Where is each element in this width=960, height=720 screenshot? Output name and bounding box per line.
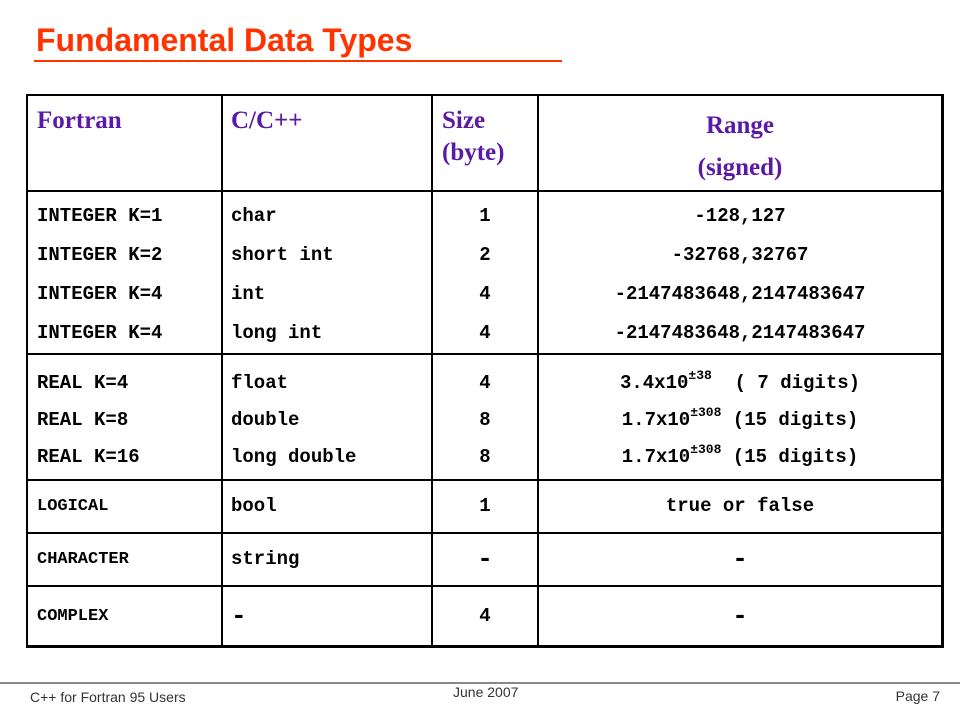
size-value: 1: [432, 480, 538, 533]
fortran-type: REAL K=8: [37, 409, 129, 431]
fortran-type: CHARACTER: [28, 533, 222, 586]
header-row: [28, 96, 941, 191]
header-range: [538, 96, 941, 191]
fortran-type: REAL K=16: [37, 446, 140, 468]
size-value: 8: [479, 409, 491, 431]
header-size-line2: (byte): [442, 139, 505, 166]
integer-size-cell: [432, 191, 538, 354]
c-type: long int: [231, 322, 323, 344]
c-type: -: [222, 586, 432, 645]
range-precision: ( 7 digits): [711, 372, 861, 394]
real-group-row: [28, 354, 941, 480]
size-value: 2: [479, 244, 491, 266]
range-value: [539, 439, 941, 476]
range-value: -: [538, 586, 941, 645]
range-precision: (15 digits): [721, 446, 859, 468]
real-fortran-cell: [28, 354, 222, 480]
real-size-cell: [432, 354, 538, 480]
real-range-cell: [538, 354, 941, 480]
integer-group-row: [28, 191, 941, 354]
range-value: -32768,32767: [671, 244, 809, 266]
range-value: [539, 365, 941, 402]
size-value: 4: [479, 283, 491, 305]
fortran-type: INTEGER K=2: [37, 244, 163, 266]
integer-range-cell: [538, 191, 941, 354]
integer-fortran-cell: [28, 191, 222, 354]
fortran-type: LOGICAL: [28, 480, 222, 533]
header-c: C/C++: [222, 96, 432, 191]
range-value: [539, 402, 941, 439]
c-type: bool: [222, 480, 432, 533]
size-value: 1: [479, 205, 491, 227]
range-exponent: ±308: [690, 405, 722, 420]
title-underline: [34, 60, 562, 62]
data-types-table: [26, 94, 944, 648]
fortran-type: COMPLEX: [28, 586, 222, 645]
fortran-type: REAL K=4: [37, 372, 129, 394]
footer-page-number: Page 7: [895, 688, 940, 704]
header-size: [432, 96, 538, 191]
c-type: string: [222, 533, 432, 586]
c-type: char: [231, 205, 277, 227]
size-value: 4: [432, 586, 538, 645]
c-type: int: [231, 283, 266, 305]
range-value: -2147483648,2147483647: [614, 322, 866, 344]
character-row: [28, 533, 941, 586]
c-type: float: [231, 372, 289, 394]
real-c-cell: [222, 354, 432, 480]
size-value: 4: [479, 372, 491, 394]
size-value: 4: [479, 322, 491, 344]
size-value: -: [432, 533, 538, 586]
range-base: 1.7x10: [621, 446, 691, 468]
fortran-type: INTEGER K=4: [37, 322, 163, 344]
header-size-line1: Size: [442, 107, 486, 134]
c-type: long double: [231, 446, 357, 468]
range-exponent: ±308: [690, 442, 722, 457]
footer-course-title: C++ for Fortran 95 Users: [30, 689, 186, 705]
range-value: -128,127: [694, 205, 786, 227]
range-exponent: ±38: [688, 368, 712, 383]
range-value: -: [538, 533, 941, 586]
header-range-line1: Range: [705, 112, 775, 139]
header-range-line2: (signed): [697, 154, 783, 181]
c-type: double: [231, 409, 300, 431]
fortran-type: INTEGER K=4: [37, 283, 163, 305]
range-base: 3.4x10: [619, 372, 689, 394]
slide-title: Fundamental Data Types: [36, 22, 413, 58]
header-fortran: Fortran: [28, 96, 222, 191]
footer-date: June 2007: [453, 684, 519, 700]
complex-row: [28, 586, 941, 645]
c-type: short int: [231, 244, 334, 266]
range-value: true or false: [538, 480, 941, 533]
range-precision: (15 digits): [721, 409, 859, 431]
fortran-type: INTEGER K=1: [37, 205, 163, 227]
range-base: 1.7x10: [621, 409, 691, 431]
integer-c-cell: [222, 191, 432, 354]
range-value: -2147483648,2147483647: [614, 283, 866, 305]
logical-row: [28, 480, 941, 533]
size-value: 8: [479, 446, 491, 468]
